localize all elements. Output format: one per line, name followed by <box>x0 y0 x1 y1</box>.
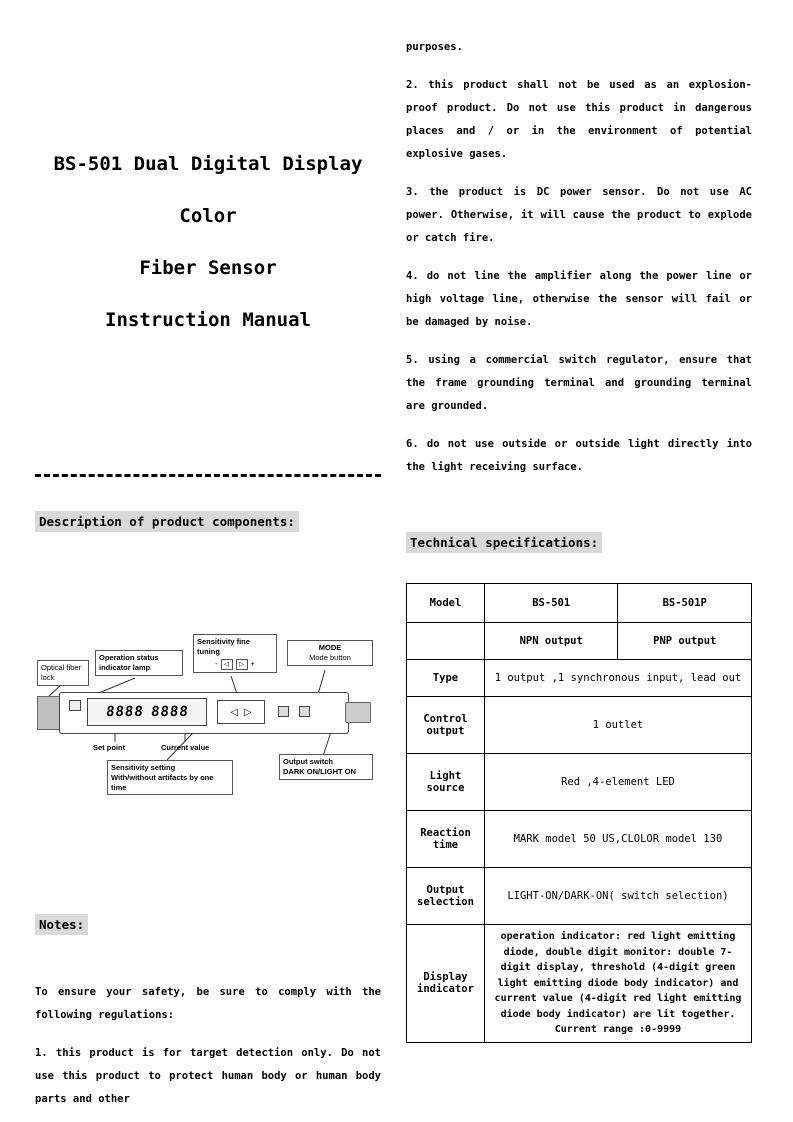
cell-row-value: 1 outlet <box>484 697 751 754</box>
callout-operation-status <box>95 650 183 676</box>
callout-text: Mode button <box>309 652 351 662</box>
fine-tuning-controls <box>197 659 273 670</box>
cell-row-value: operation indicator: red light emitting diode, double digit monitor: double 7-digit display, threshold (4-digit green light emitting diode body indicator) and current value (4-digit red light emitting diode body indicator) are lit together. Current range :0-9999 <box>484 925 751 1043</box>
right-arrow-icon: ▷ <box>236 659 248 670</box>
paragraph-safety-intro: To ensure your safety, be sure to comply with the following regulations: <box>35 986 381 1021</box>
table-row <box>407 925 752 1043</box>
paragraph-note-6: 6. do not use outside or outside light directly into the light receiving surface. <box>406 438 752 473</box>
callout-text: Sensitivity fine tuning <box>197 637 250 656</box>
cell-row-label: Reaction time <box>407 811 485 868</box>
callout-text: With/without artifacts by one time <box>111 772 214 792</box>
cell-npn-output: NPN output <box>484 623 618 660</box>
paragraph-note-2: 2. this product shall not be used as an explosion-proof product. Do not use this product in dangerous places and / or in the environment of potential explosive gases. <box>406 79 752 160</box>
title-line-1: BS-501 Dual Digital Display Color <box>53 153 363 227</box>
section-heading-notes: Notes: <box>35 914 88 935</box>
minus-label: - <box>215 659 218 669</box>
label-current-value: Current value <box>161 743 210 752</box>
cell-model-bs501p: BS-501P <box>618 584 752 623</box>
table-row <box>407 811 752 868</box>
callout-mode-button <box>287 640 373 666</box>
callout-text: MODE <box>318 643 342 652</box>
paragraph-note-1: 1. this product is for target detection only. Do not use this product to protect human body or human body parts and other <box>35 1047 381 1105</box>
callout-sensitivity-fine-tuning <box>193 634 277 673</box>
cell-row-value: 1 output ,1 synchronous input, lead out <box>484 660 751 697</box>
cell-pnp-output: PNP output <box>618 623 752 660</box>
paragraph-note-3: 3. the product is DC power sensor. Do not use AC power. Otherwise, it will cause the product to explode or catch fire. <box>406 186 752 244</box>
table-row-header <box>407 584 752 623</box>
table-row <box>407 660 752 697</box>
indicator-lamp <box>69 700 81 711</box>
callout-optical-fiber-lock <box>37 660 89 686</box>
table-row-output-type <box>407 623 752 660</box>
paragraph-note-4: 4. do not line the amplifier along the power line or high voltage line, otherwise the sensor will fail or be damaged by noise. <box>406 270 752 328</box>
paragraph-continuation: purposes. <box>406 41 463 53</box>
cell-model-label: Model <box>407 584 485 623</box>
table-row <box>407 697 752 754</box>
left-arrow-icon: ◁ <box>221 659 233 670</box>
section-heading-tech-specs: Technical specifications: <box>406 532 602 553</box>
paragraph-note-5: 5. using a commercial switch regulator, ensure that the frame grounding terminal and grounding terminal are grounded. <box>406 354 752 412</box>
cell-row-value: LIGHT-ON/DARK-ON( switch selection) <box>484 868 751 925</box>
callout-text: DARK ON/LIGHT ON <box>283 766 356 776</box>
cell-model-bs501: BS-501 <box>484 584 618 623</box>
right-arrow-icon: ▷ <box>244 706 252 718</box>
cell-row-label: Display indicator <box>407 925 485 1043</box>
table-row <box>407 868 752 925</box>
callout-output-switch <box>279 754 373 780</box>
cable-plug <box>345 702 371 723</box>
left-column <box>35 0 381 1122</box>
table-row <box>407 754 752 811</box>
callout-text: Operation status indicator lamp <box>99 653 159 672</box>
right-column <box>406 0 752 1043</box>
adjust-buttons <box>217 700 265 724</box>
title-line-3: Instruction Manual <box>105 309 311 331</box>
switch-icon <box>299 706 310 717</box>
cell-row-label: Control output <box>407 697 485 754</box>
section-heading-components: Description of product components: <box>35 511 299 532</box>
cell-row-label: Output selection <box>407 868 485 925</box>
callout-sensitivity-setting <box>107 760 233 795</box>
cell-row-label: Light source <box>407 754 485 811</box>
seven-segment-display <box>87 698 207 726</box>
dashed-separator <box>35 474 381 477</box>
cell-empty <box>407 623 485 660</box>
product-diagram <box>35 630 381 822</box>
left-arrow-icon: ◁ <box>230 706 238 718</box>
label-set-point: Set point <box>93 743 126 752</box>
callout-text: Output switch <box>283 757 333 766</box>
callout-text: Sensitivity setting <box>111 763 176 772</box>
spec-table <box>406 583 752 1043</box>
callout-text: Optical fiber lock <box>41 663 82 682</box>
cell-row-value: MARK model 50 US,CLOLOR model 130 <box>484 811 751 868</box>
set-point-digits: 8888 <box>104 704 145 720</box>
cell-row-value: Red ,4-element LED <box>484 754 751 811</box>
plus-label: + <box>250 659 255 669</box>
device-switches <box>273 700 315 722</box>
document-title <box>35 138 381 346</box>
current-value-digits: 8888 <box>149 704 190 720</box>
cell-row-label: Type <box>407 660 485 697</box>
switch-icon <box>278 706 289 717</box>
title-line-2: Fiber Sensor <box>139 257 277 279</box>
